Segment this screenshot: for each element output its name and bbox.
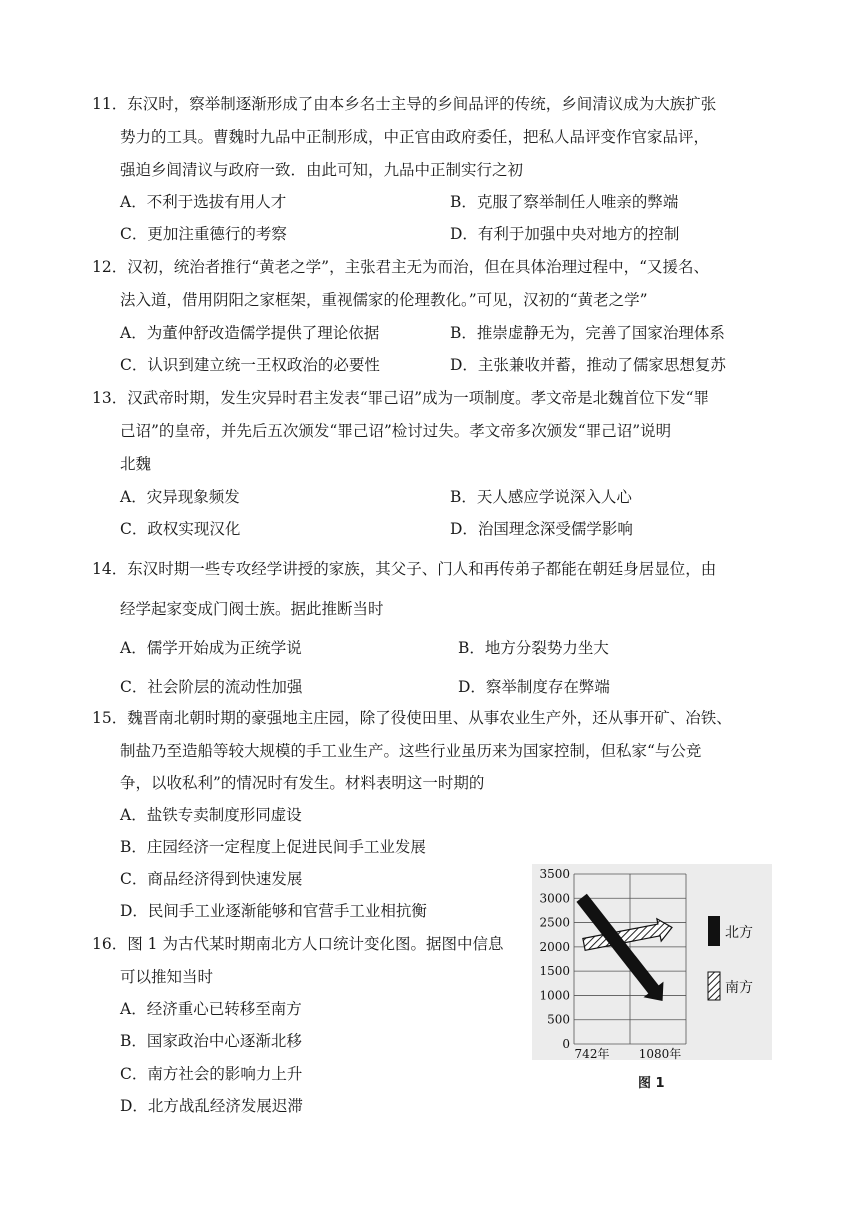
q11-option-d: D．有利于加强中央对地方的控制 <box>450 225 680 243</box>
y-tick-label: 3500 <box>539 867 570 881</box>
q12-option-a: A．为董仲舒改造儒学提供了理论依据 <box>120 324 380 342</box>
y-tick-label: 500 <box>547 1012 570 1027</box>
q12-option-c: C．认识到建立统一王权政治的必要性 <box>120 356 380 374</box>
x-tick-label: 1080年 <box>638 1047 682 1060</box>
q11-stem-line-2: 势力的工具。曹魏时九品中正制形成，中正官由政府委任，把私人品评变作官家品评， <box>120 128 710 146</box>
q13-option-a: A．灾异现象频发 <box>120 488 240 506</box>
q16-option-b: B．国家政治中心逐渐北移 <box>120 1032 302 1050</box>
q16-option-a: A．经济重心已转移至南方 <box>120 1000 302 1018</box>
q15-stem-line-2: 制盐乃至造船等较大规模的手工业生产。这些行业虽历来为国家控制，但私家“与公竞 <box>120 742 702 760</box>
y-tick-label: 2000 <box>539 939 570 954</box>
q15-option-d: D．民间手工业逐渐能够和官营手工业相抗衡 <box>120 902 427 920</box>
q13-option-d: D．治国理念深受儒学影响 <box>450 520 633 538</box>
q13-stem-line-2: 己诏”的皇帝，并先后五次颁发“罪己诏”检讨过失。孝文帝多次颁发“罪己诏”说明 <box>120 422 672 440</box>
q15-option-a: A．盐铁专卖制度形同虚设 <box>120 806 302 824</box>
q16-stem-line-2: 可以推知当时 <box>120 968 214 986</box>
q14-option-c: C．社会阶层的流动性加强 <box>120 678 303 696</box>
q15-option-c: C．商品经济得到快速发展 <box>120 870 303 888</box>
q16-option-c: C．南方社会的影响力上升 <box>120 1065 303 1083</box>
legend-label-south: 南方 <box>725 980 753 996</box>
q11-stem-line-1: 11．东汉时，察举制逐渐形成了由本乡名士主导的乡间品评的传统，乡间清议成为大族扩张 <box>92 95 717 113</box>
q13-stem-line-3: 北魏 <box>120 455 152 473</box>
q12-option-b: B．推崇虚静无为，完善了国家治理体系 <box>450 324 725 342</box>
q12-option-d: D．主张兼收并蓄，推动了儒家思想复苏 <box>450 356 726 374</box>
q16-stem-line-1: 16．图 1 为古代某时期南北方人口统计变化图。据图中信息 <box>92 935 504 953</box>
q13-option-c: C．政权实现汉化 <box>120 520 241 538</box>
q11-option-c: C．更加注重德行的考察 <box>120 225 287 243</box>
y-tick-label: 0 <box>562 1037 570 1051</box>
q13-option-b: B．天人感应学说深入人心 <box>450 488 632 506</box>
q15-stem-line-1: 15．魏晋南北朝时期的豪强地主庄园，除了役使田里、从事农业生产外，还从事开矿、冶铁、 <box>92 709 732 727</box>
y-tick-label: 3000 <box>539 891 570 906</box>
y-tick-label: 2500 <box>539 915 570 930</box>
q14-option-a: A．儒学开始成为正统学说 <box>120 639 302 657</box>
q15-option-b: B．庄园经济一定程度上促进民间手工业发展 <box>120 838 426 856</box>
q11-option-a: A．不利于选拔有用人才 <box>120 193 287 211</box>
q13-stem-line-1: 13．汉武帝时期，发生灾异时君主发表“罪己诏”成为一项制度。孝文帝是北魏首位下发“罪 <box>92 389 709 407</box>
q11-stem-line-3: 强迫乡闾清议与政府一致．由此可知，九品中正制实行之初 <box>120 161 524 179</box>
y-tick-label: 1000 <box>539 988 570 1003</box>
q14-option-d: D．察举制度存在弊端 <box>458 678 610 696</box>
legend-swatch-south <box>708 972 720 1000</box>
population-chart <box>532 864 772 1060</box>
q14-option-b: B．地方分裂势力坐大 <box>458 639 609 657</box>
legend-label-north: 北方 <box>725 925 753 941</box>
y-tick-label: 1500 <box>539 964 570 979</box>
legend-swatch-north <box>708 916 720 946</box>
figure-caption: 图 1 <box>638 1076 665 1091</box>
q16-option-d: D．北方战乱经济发展迟滞 <box>120 1097 303 1115</box>
q14-stem-line-1: 14．东汉时期一些专攻经学讲授的家族，其父子、门人和再传弟子都能在朝廷身居显位，由 <box>92 560 717 578</box>
q11-option-b: B．克服了察举制任人唯亲的弊端 <box>450 193 679 211</box>
q14-stem-line-2: 经学起家变成门阀士族。据此推断当时 <box>120 600 384 618</box>
q12-stem-line-2: 法入道，借用阴阳之家框架，重视儒家的伦理教化。”可见，汉初的“黄老之学” <box>120 291 648 309</box>
q15-stem-line-3: 争，以收私利”的情况时有发生。材料表明这一时期的 <box>120 774 485 792</box>
q12-stem-line-1: 12．汉初，统治者推行“黄老之学”，主张君主无为而治，但在具体治理过程中，“又援名、 <box>92 258 709 276</box>
x-tick-label: 742年 <box>574 1047 610 1060</box>
